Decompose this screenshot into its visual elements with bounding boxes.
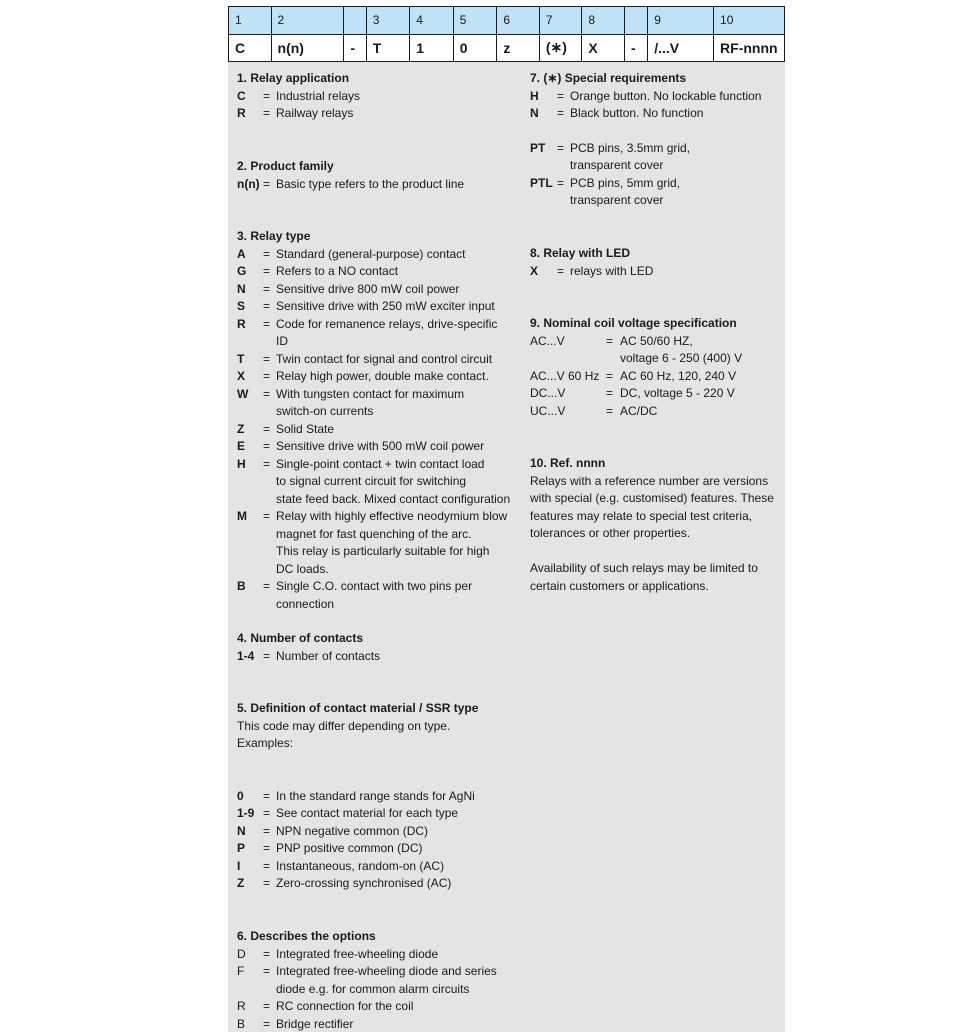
description-line: relays with LED <box>570 263 780 281</box>
position-number: 5 <box>453 7 497 35</box>
code-key: M <box>237 508 263 578</box>
description-line: Integrated free-wheeling diode and series <box>276 963 512 981</box>
equals-sign: = <box>606 385 620 403</box>
code-description <box>276 281 512 299</box>
description-line: Refers to a NO contact <box>276 263 512 281</box>
position-number: 1 <box>229 7 272 35</box>
code-row <box>237 946 512 964</box>
description-line: PCB pins, 3.5mm grid, <box>570 140 780 158</box>
equals-sign: = <box>263 176 276 194</box>
equals-sign: = <box>263 1016 276 1033</box>
description-line: Number of contacts <box>276 648 512 666</box>
spacer <box>530 123 780 140</box>
code-row <box>530 140 780 175</box>
code-value: - <box>344 34 366 62</box>
code-description <box>276 946 512 964</box>
equals-sign: = <box>263 316 276 351</box>
description-line: to signal current circuit for switching <box>276 473 512 491</box>
code-description <box>276 456 512 509</box>
code-row <box>530 385 780 403</box>
description-line: Single-point contact + twin contact load <box>276 456 512 474</box>
equals-sign: = <box>557 88 570 106</box>
paragraph-line: features may relate to special test criteria, <box>530 508 780 526</box>
code-value: z <box>497 34 540 62</box>
equals-sign: = <box>263 963 276 998</box>
section-heading: 2. Product family <box>237 158 512 176</box>
description-line: NPN negative common (DC) <box>276 823 512 841</box>
equals-sign: = <box>263 351 276 369</box>
equals-sign: = <box>263 946 276 964</box>
description-line: Sensitive drive 800 mW coil power <box>276 281 512 299</box>
code-description <box>276 963 512 998</box>
code-row <box>237 578 512 613</box>
code-value: n(n) <box>271 34 344 62</box>
code-row <box>237 105 512 123</box>
code-value: - <box>624 34 647 62</box>
code-key: Z <box>237 875 263 893</box>
equals-sign: = <box>263 456 276 509</box>
code-description <box>276 875 512 893</box>
description-line: DC loads. <box>276 561 512 579</box>
code-key: D <box>237 946 263 964</box>
description-line: Railway relays <box>276 105 512 123</box>
code-key: A <box>237 246 263 264</box>
position-number <box>624 7 647 35</box>
code-key: UC...V <box>530 403 606 421</box>
description-line: state feed back. Mixed contact configuration <box>276 491 512 509</box>
code-description <box>276 788 512 806</box>
equals-sign: = <box>557 105 570 123</box>
code-description <box>276 263 512 281</box>
code-key: B <box>237 1016 263 1033</box>
code-description <box>570 140 780 175</box>
description-line: DC, voltage 5 - 220 V <box>620 385 780 403</box>
code-key: B <box>237 578 263 613</box>
spacer <box>237 753 512 788</box>
code-row <box>237 281 512 299</box>
code-description <box>276 648 512 666</box>
code-key: G <box>237 263 263 281</box>
code-row <box>237 386 512 421</box>
section-heading: 3. Relay type <box>237 228 512 246</box>
equals-sign: = <box>263 386 276 421</box>
code-value: /...V <box>648 34 714 62</box>
description-line: voltage 6 - 250 (400) V <box>620 350 780 368</box>
equals-sign: = <box>606 368 620 386</box>
code-row <box>237 805 512 823</box>
code-key: 0 <box>237 788 263 806</box>
equals-sign: = <box>263 298 276 316</box>
position-number <box>344 7 366 35</box>
section-heading: 9. Nominal coil voltage specification <box>530 315 780 333</box>
paragraph-line: Relays with a reference number are versions <box>530 473 780 491</box>
section-heading: 10. Ref. nnnn <box>530 455 780 473</box>
position-number: 9 <box>648 7 714 35</box>
code-key: N <box>237 281 263 299</box>
code-row <box>237 176 512 194</box>
description-line: Single C.O. contact with two pins per <box>276 578 512 596</box>
equals-sign: = <box>557 140 570 175</box>
code-key: N <box>530 105 557 123</box>
code-key: S <box>237 298 263 316</box>
equals-sign: = <box>263 105 276 123</box>
code-row <box>530 88 780 106</box>
description-line: Integrated free-wheeling diode <box>276 946 512 964</box>
section-s2 <box>237 158 512 193</box>
code-key: R <box>237 105 263 123</box>
code-row <box>530 263 780 281</box>
code-key: H <box>530 88 557 106</box>
equals-sign: = <box>263 805 276 823</box>
section-heading: 4. Number of contacts <box>237 630 512 648</box>
code-row <box>237 88 512 106</box>
code-key: W <box>237 386 263 421</box>
code-description <box>276 998 512 1016</box>
position-number: 3 <box>366 7 410 35</box>
code-key: I <box>237 858 263 876</box>
position-number: 8 <box>582 7 625 35</box>
description-line: AC 60 Hz, 120, 240 V <box>620 368 780 386</box>
section-intro: This code may differ depending on type. <box>237 718 512 736</box>
description-line: Bridge rectifier <box>276 1016 512 1033</box>
code-value: T <box>366 34 410 62</box>
code-key: P <box>237 840 263 858</box>
equals-sign: = <box>263 578 276 613</box>
section-s6 <box>237 928 512 1033</box>
description-line: connection <box>276 596 512 614</box>
code-row <box>237 438 512 456</box>
description-line: This relay is particularly suitable for high <box>276 543 512 561</box>
equals-sign: = <box>263 421 276 439</box>
code-row <box>530 368 780 386</box>
description-line: diode e.g. for common alarm circuits <box>276 981 512 999</box>
code-description <box>276 823 512 841</box>
code-key: Z <box>237 421 263 439</box>
equals-sign: = <box>557 263 570 281</box>
code-description <box>276 508 512 578</box>
description-line: Orange button. No lockable function <box>570 88 780 106</box>
equals-sign: = <box>263 875 276 893</box>
code-description <box>276 298 512 316</box>
equals-sign: = <box>263 840 276 858</box>
code-description <box>276 840 512 858</box>
equals-sign: = <box>263 368 276 386</box>
code-description <box>276 421 512 439</box>
position-number-row <box>229 7 785 35</box>
equals-sign: = <box>263 823 276 841</box>
section-s7 <box>530 70 780 210</box>
description-line: Relay high power, double make contact. <box>276 368 512 386</box>
code-description <box>276 351 512 369</box>
code-description <box>620 368 780 386</box>
code-description <box>276 858 512 876</box>
type-code-table <box>228 6 785 62</box>
position-number: 7 <box>539 7 582 35</box>
description-line: See contact material for each type <box>276 805 512 823</box>
code-key: X <box>237 368 263 386</box>
code-key: AC...V 60 Hz <box>530 368 606 386</box>
section-heading: 8. Relay with LED <box>530 245 780 263</box>
position-number: 4 <box>410 7 454 35</box>
position-number: 6 <box>497 7 540 35</box>
code-row <box>237 246 512 264</box>
code-value: (∗) <box>539 34 582 62</box>
code-row <box>237 648 512 666</box>
code-row <box>237 963 512 998</box>
description-line: AC 50/60 HZ, <box>620 333 780 351</box>
paragraph-line: Availability of such relays may be limited to <box>530 560 780 578</box>
code-row <box>237 368 512 386</box>
paragraph-line: tolerances or other properties. <box>530 525 780 543</box>
description-line: PNP positive common (DC) <box>276 840 512 858</box>
section-s8 <box>530 245 780 280</box>
description-line: transparent cover <box>570 157 780 175</box>
code-row <box>530 105 780 123</box>
code-row <box>530 175 780 210</box>
description-line: Zero-crossing synchronised (AC) <box>276 875 512 893</box>
code-description <box>276 316 512 351</box>
description-line: Basic type refers to the product line <box>276 176 512 194</box>
description-line: Twin contact for signal and control circuit <box>276 351 512 369</box>
description-line: magnet for fast quenching of the arc. <box>276 526 512 544</box>
code-description <box>276 176 512 194</box>
spacer <box>530 543 780 561</box>
code-description <box>276 88 512 106</box>
code-row <box>237 316 512 351</box>
paragraph-line: with special (e.g. customised) features. These <box>530 490 780 508</box>
equals-sign: = <box>263 998 276 1016</box>
section-heading: 5. Definition of contact material / SSR type <box>237 700 512 718</box>
description-line: AC/DC <box>620 403 780 421</box>
equals-sign: = <box>263 858 276 876</box>
code-description <box>276 105 512 123</box>
description-line: Solid State <box>276 421 512 439</box>
code-key: T <box>237 351 263 369</box>
code-description <box>276 368 512 386</box>
section-intro: Examples: <box>237 735 512 753</box>
code-key: 1-9 <box>237 805 263 823</box>
description-line: Instantaneous, random-on (AC) <box>276 858 512 876</box>
code-value: C <box>229 34 272 62</box>
description-line: Standard (general-purpose) contact <box>276 246 512 264</box>
code-description <box>570 175 780 210</box>
code-row <box>237 998 512 1016</box>
equals-sign: = <box>606 403 620 421</box>
equals-sign: = <box>263 648 276 666</box>
description-line: RC connection for the coil <box>276 998 512 1016</box>
code-value: 1 <box>410 34 454 62</box>
section-heading: 7. (∗) Special requirements <box>530 70 780 88</box>
code-row <box>237 858 512 876</box>
code-description <box>276 1016 512 1033</box>
code-description <box>570 88 780 106</box>
code-key: N <box>237 823 263 841</box>
description-line: transparent cover <box>570 192 780 210</box>
description-line: Relay with highly effective neodymium blow <box>276 508 512 526</box>
section-s4 <box>237 630 512 665</box>
description-line: Code for remanence relays, drive-specific ID <box>276 316 512 351</box>
section-heading: 1. Relay application <box>237 70 512 88</box>
code-row <box>237 351 512 369</box>
code-key: n(n) <box>237 176 263 194</box>
code-key: AC...V <box>530 333 606 368</box>
description-line: Sensitive drive with 250 mW exciter input <box>276 298 512 316</box>
equals-sign: = <box>263 88 276 106</box>
code-description <box>620 385 780 403</box>
description-line: Sensitive drive with 500 mW coil power <box>276 438 512 456</box>
code-description <box>570 105 780 123</box>
description-line: In the standard range stands for AgNi <box>276 788 512 806</box>
position-number: 2 <box>271 7 344 35</box>
code-key: C <box>237 88 263 106</box>
description-line: With tungsten contact for maximum <box>276 386 512 404</box>
code-key: R <box>237 316 263 351</box>
code-row <box>237 840 512 858</box>
code-value: 0 <box>453 34 497 62</box>
code-row <box>237 421 512 439</box>
equals-sign: = <box>263 788 276 806</box>
code-key: DC...V <box>530 385 606 403</box>
code-row <box>237 1016 512 1033</box>
code-key: PT <box>530 140 557 175</box>
section-s10 <box>530 455 780 595</box>
code-value-row <box>229 34 785 62</box>
code-value: RF-nnnn <box>714 34 785 62</box>
section-s9 <box>530 315 780 420</box>
equals-sign: = <box>263 508 276 578</box>
description-line: Black button. No function <box>570 105 780 123</box>
code-key: 1-4 <box>237 648 263 666</box>
code-row <box>530 333 780 368</box>
code-description <box>276 805 512 823</box>
equals-sign: = <box>606 333 620 368</box>
code-row <box>237 263 512 281</box>
equals-sign: = <box>263 263 276 281</box>
paragraph-line: certain customers or applications. <box>530 578 780 596</box>
code-row <box>530 403 780 421</box>
code-key: R <box>237 998 263 1016</box>
code-key: X <box>530 263 557 281</box>
description-line: PCB pins, 5mm grid, <box>570 175 780 193</box>
code-description <box>570 263 780 281</box>
code-row <box>237 788 512 806</box>
code-row <box>237 298 512 316</box>
section-s3 <box>237 228 512 613</box>
code-value: X <box>582 34 625 62</box>
code-key: PTL <box>530 175 557 210</box>
equals-sign: = <box>263 438 276 456</box>
code-key: F <box>237 963 263 998</box>
section-s1 <box>237 70 512 123</box>
code-key: E <box>237 438 263 456</box>
code-description <box>276 438 512 456</box>
code-description <box>276 246 512 264</box>
code-key: H <box>237 456 263 509</box>
code-row <box>237 875 512 893</box>
code-row <box>237 823 512 841</box>
description-line: switch-on currents <box>276 403 512 421</box>
section-heading: 6. Describes the options <box>237 928 512 946</box>
code-description <box>276 578 512 613</box>
description-line: Industrial relays <box>276 88 512 106</box>
equals-sign: = <box>557 175 570 210</box>
code-row <box>237 508 512 578</box>
section-s5 <box>237 700 512 893</box>
code-description <box>620 333 780 368</box>
equals-sign: = <box>263 246 276 264</box>
equals-sign: = <box>263 281 276 299</box>
code-row <box>237 456 512 509</box>
code-description <box>276 386 512 421</box>
position-number: 10 <box>714 7 785 35</box>
code-description <box>620 403 780 421</box>
